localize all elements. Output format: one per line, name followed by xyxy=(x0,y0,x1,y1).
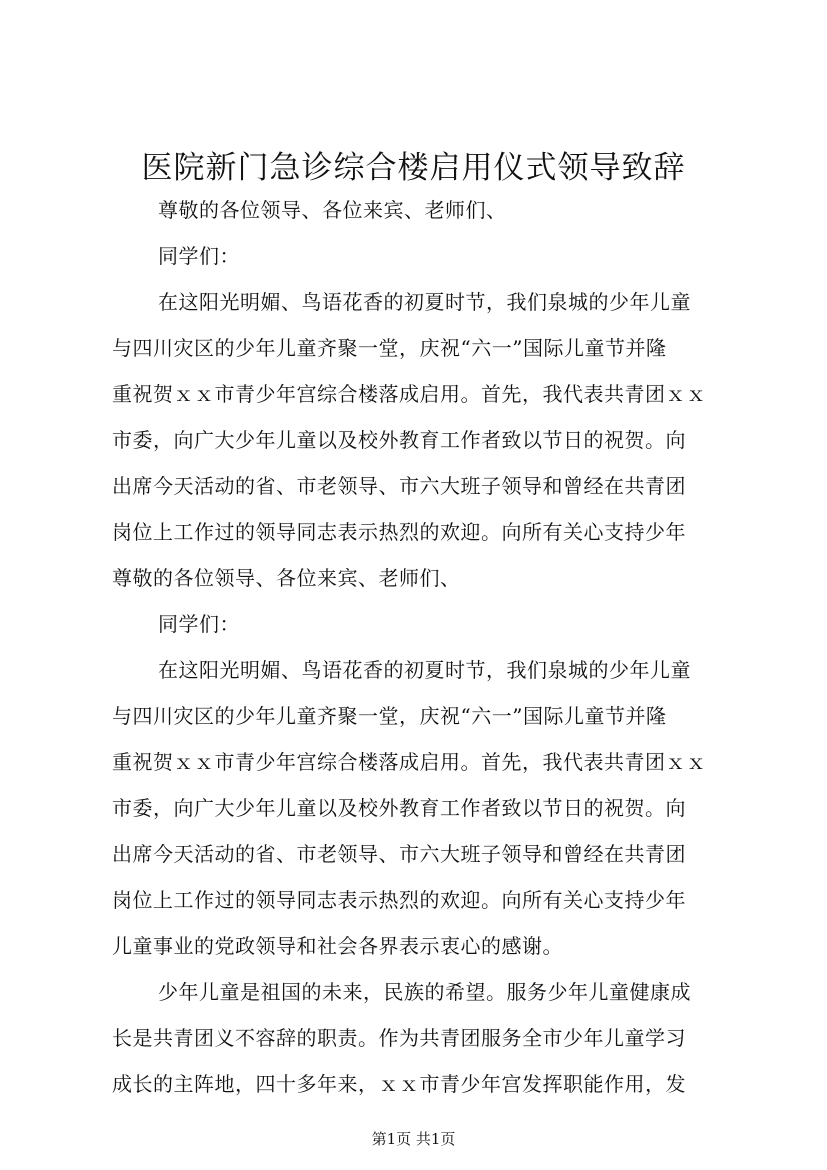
paragraph-line: 市委，向广大少年儿童以及校外教育工作者致以节日的祝贺。向 xyxy=(112,796,686,820)
paragraph-line: 出席今天活动的省、市老领导、市六大班子领导和曾经在共青团 xyxy=(112,842,686,866)
paragraph-line: 与四川灾区的少年儿童齐聚一堂，庆祝“六一”国际儿童节并隆 xyxy=(112,704,667,728)
paragraph-line: 少年儿童是祖国的未来，民族的希望。服务少年儿童健康成 xyxy=(158,980,691,1004)
paragraph-line: 长是共青团义不容辞的职责。作为共青团服务全市少年儿童学习 xyxy=(112,1026,686,1050)
paragraph-line: 同学们： xyxy=(158,612,240,636)
paragraph-line: 尊敬的各位领导、各位来宾、老师们、 xyxy=(158,198,507,222)
page-title: 医院新门急诊综合楼启用仪式领导致辞 xyxy=(141,150,686,186)
paragraph-line: 岗位上工作过的领导同志表示热烈的欢迎。向所有关心支持少年 xyxy=(112,888,686,912)
paragraph-line: 重祝贺ｘｘ市青少年宫综合楼落成启用。首先，我代表共青团ｘｘ xyxy=(112,750,707,774)
paragraph-line: 出席今天活动的省、市老领导、市六大班子领导和曾经在共青团 xyxy=(112,474,686,498)
paragraph-line: 市委，向广大少年儿童以及校外教育工作者致以节日的祝贺。向 xyxy=(112,428,686,452)
paragraph-line: 成长的主阵地，四十多年来，ｘｘ市青少年宫发挥职能作用，发 xyxy=(112,1072,686,1096)
page-number-footer: 第1页 共1页 xyxy=(371,1130,456,1148)
paragraph-line: 在这阳光明媚、鸟语花香的初夏时节，我们泉城的少年儿童 xyxy=(158,290,691,314)
paragraph-line: 儿童事业的党政领导和社会各界表示衷心的感谢。 xyxy=(112,934,563,958)
paragraph-line: 重祝贺ｘｘ市青少年宫综合楼落成启用。首先，我代表共青团ｘｘ xyxy=(112,382,707,406)
paragraph-line: 同学们： xyxy=(158,244,240,268)
paragraph-line: 尊敬的各位领导、各位来宾、老师们、 xyxy=(112,566,461,590)
paragraph-line: 与四川灾区的少年儿童齐聚一堂，庆祝“六一”国际儿童节并隆 xyxy=(112,336,667,360)
paragraph-line: 在这阳光明媚、鸟语花香的初夏时节，我们泉城的少年儿童 xyxy=(158,658,691,682)
paragraph-line: 岗位上工作过的领导同志表示热烈的欢迎。向所有关心支持少年 xyxy=(112,520,686,544)
